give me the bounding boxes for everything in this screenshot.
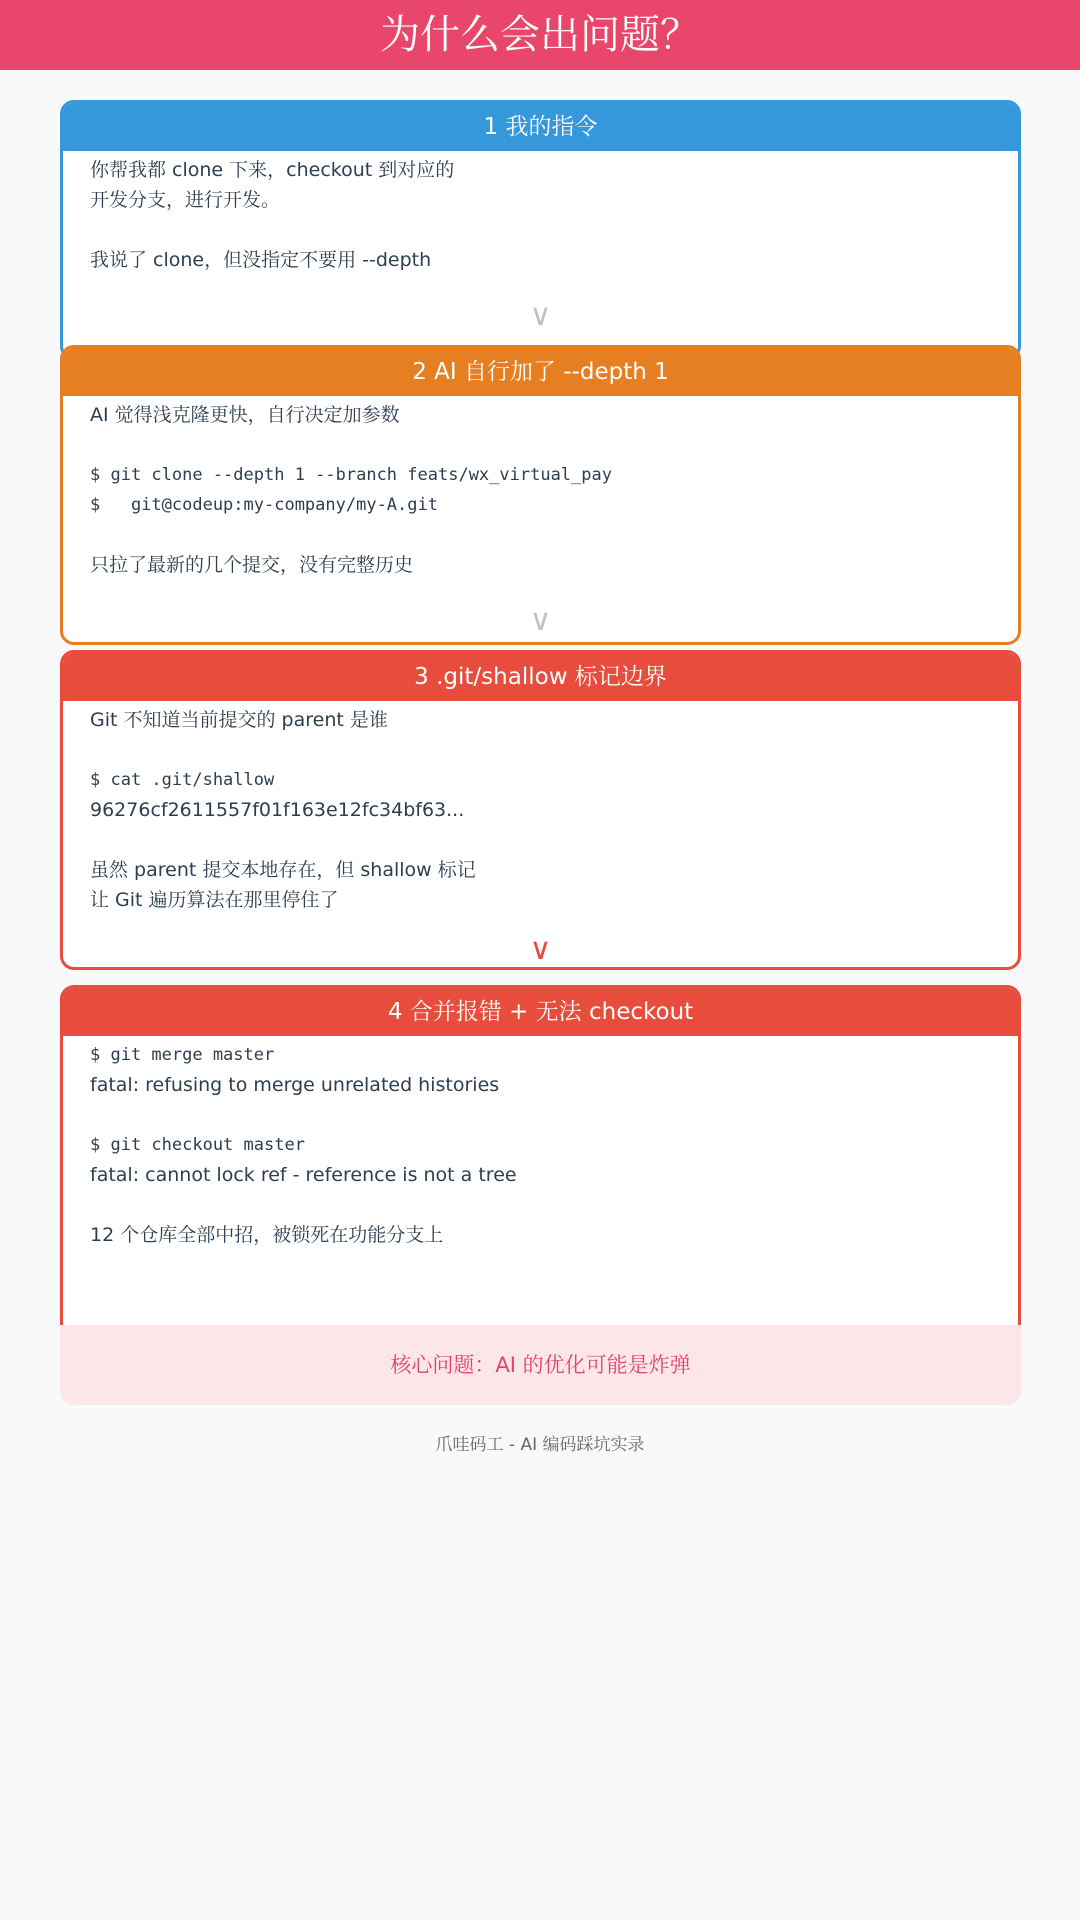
step-text-line: 虽然 parent 提交本地存在，但 shallow 标记 xyxy=(90,859,476,881)
code-line: $ git@codeup:my-company/my-A.git xyxy=(90,495,438,515)
chevron-down-icon: ∨ xyxy=(529,603,552,638)
step-body xyxy=(63,151,1018,275)
step-card-2 xyxy=(60,345,1021,645)
step-text-line: 开发分支，进行开发。 xyxy=(90,189,281,211)
spacer xyxy=(90,735,1018,765)
step-header: 3 .git/shallow 标记边界 xyxy=(63,653,1018,701)
code-line: $ git merge master xyxy=(90,1045,275,1065)
step-card-3 xyxy=(60,650,1021,970)
spacer xyxy=(90,825,1018,855)
spacer xyxy=(90,520,1018,550)
page-title: 为什么会出问题？ xyxy=(0,0,1080,70)
step-body xyxy=(63,396,1018,580)
step-text-line: fatal: cannot lock ref - reference is not a tree xyxy=(90,1164,517,1186)
chevron-down-icon: ∨ xyxy=(529,932,552,967)
spacer xyxy=(90,1100,1018,1130)
step-header: 2 AI 自行加了 --depth 1 xyxy=(63,348,1018,396)
step-body xyxy=(63,701,1018,915)
step-body xyxy=(63,1036,1018,1250)
step-text-line: 你帮我都 clone 下来，checkout 到对应的 xyxy=(90,159,455,181)
step-text-line: 让 Git 遍历算法在那里停住了 xyxy=(90,889,339,911)
spacer xyxy=(90,1190,1018,1220)
code-line: $ cat .git/shallow xyxy=(90,770,275,790)
spacer xyxy=(90,430,1018,460)
step-text-line: 我说了 clone，但没指定不要用 --depth xyxy=(90,249,432,271)
step-text-line: 96276cf2611557f01f163e12fc34bf63... xyxy=(90,799,465,821)
step-text-line: 只拉了最新的几个提交，没有完整历史 xyxy=(90,554,414,576)
code-line: $ git checkout master xyxy=(90,1135,305,1155)
step-card-1 xyxy=(60,100,1021,360)
footer-credit: 爪哇码工 - AI 编码踩坑实录 xyxy=(435,1435,645,1455)
step-text-line: 12 个仓库全部中招，被锁死在功能分支上 xyxy=(90,1224,444,1246)
code-line: $ git clone --depth 1 --branch feats/wx_virtual_pay xyxy=(90,465,612,485)
step-text-line: fatal: refusing to merge unrelated histories xyxy=(90,1074,500,1096)
core-issue-banner: 核心问题：AI 的优化可能是炸弹 xyxy=(60,1325,1021,1405)
step-text-line: Git 不知道当前提交的 parent 是谁 xyxy=(90,709,388,731)
step-header: 1 我的指令 xyxy=(63,103,1018,151)
step-header: 4 合并报错 + 无法 checkout xyxy=(63,988,1018,1036)
step-card-4 xyxy=(60,985,1021,1345)
spacer xyxy=(90,215,1018,245)
chevron-down-icon: ∨ xyxy=(529,298,552,333)
step-text-line: AI 觉得浅克隆更快，自行决定加参数 xyxy=(90,404,400,426)
